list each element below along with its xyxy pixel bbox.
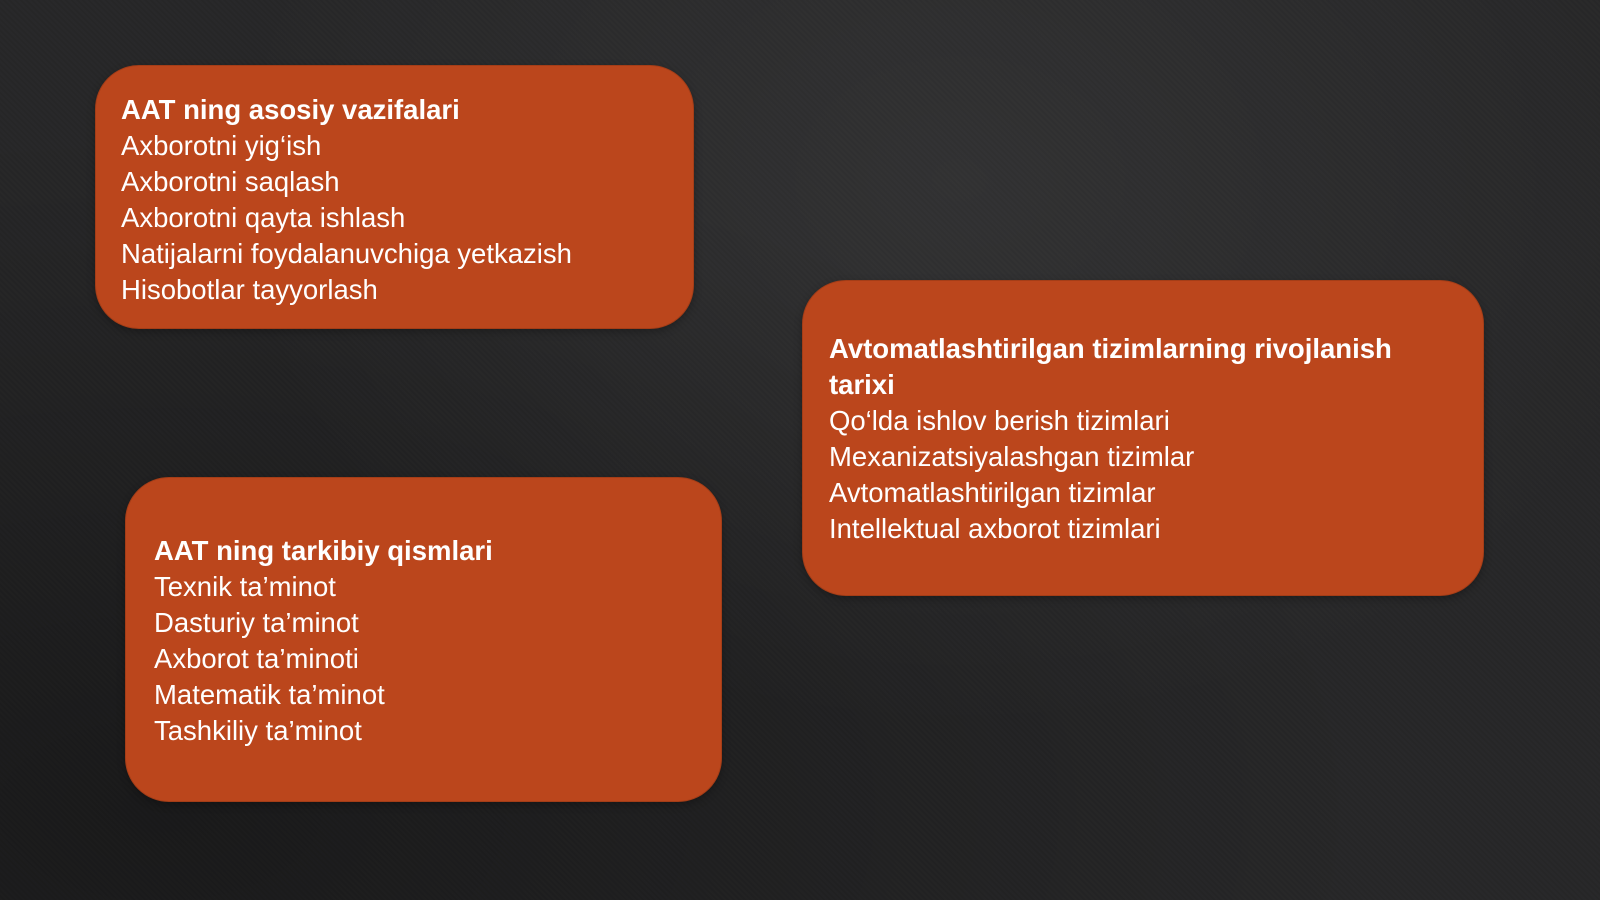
list-item: Axborotni qayta ishlash: [121, 202, 406, 233]
list-item: Hisobotlar tayyorlash: [121, 274, 378, 305]
list-item: Mexanizatsiyalashgan tizimlar: [829, 441, 1195, 472]
list-item: Intellektual axborot tizimlari: [829, 513, 1161, 544]
list-item: Dasturiy ta’minot: [154, 607, 359, 638]
box-aat-tarkibiy-qismlari: [125, 477, 722, 802]
list-item: Tashkiliy ta’minot: [154, 715, 362, 746]
list-item: Matematik ta’minot: [154, 679, 385, 710]
list-tarkibiy-qismlari: [154, 569, 701, 749]
box-aat-vazifalari: [95, 65, 694, 329]
list-item: Texnik ta’minot: [154, 571, 336, 602]
list-item: Natijalarni foydalanuvchiga yetkazish: [121, 238, 572, 269]
box-title-rivojlanish-tarixi: Avtomatlashtirilgan tizimlarning rivojlanish tarixi: [829, 333, 1392, 400]
list-item: Axborotni saqlash: [121, 166, 340, 197]
list-item: Axborotni yig‘ish: [121, 130, 322, 161]
list-item: Avtomatlashtirilgan tizimlar: [829, 477, 1156, 508]
list-item: Qo‘lda ishlov berish tizimlari: [829, 405, 1170, 436]
list-vazifalari: [121, 128, 673, 308]
list-rivojlanish-tarixi: [829, 403, 1463, 547]
box-title-tarkibiy-qismlari: AAT ning tarkibiy qismlari: [154, 535, 493, 566]
box-rivojlanish-tarixi: [802, 280, 1484, 596]
box-title-vazifalari: AAT ning asosiy vazifalari: [121, 94, 460, 125]
list-item: Axborot ta’minoti: [154, 643, 359, 674]
